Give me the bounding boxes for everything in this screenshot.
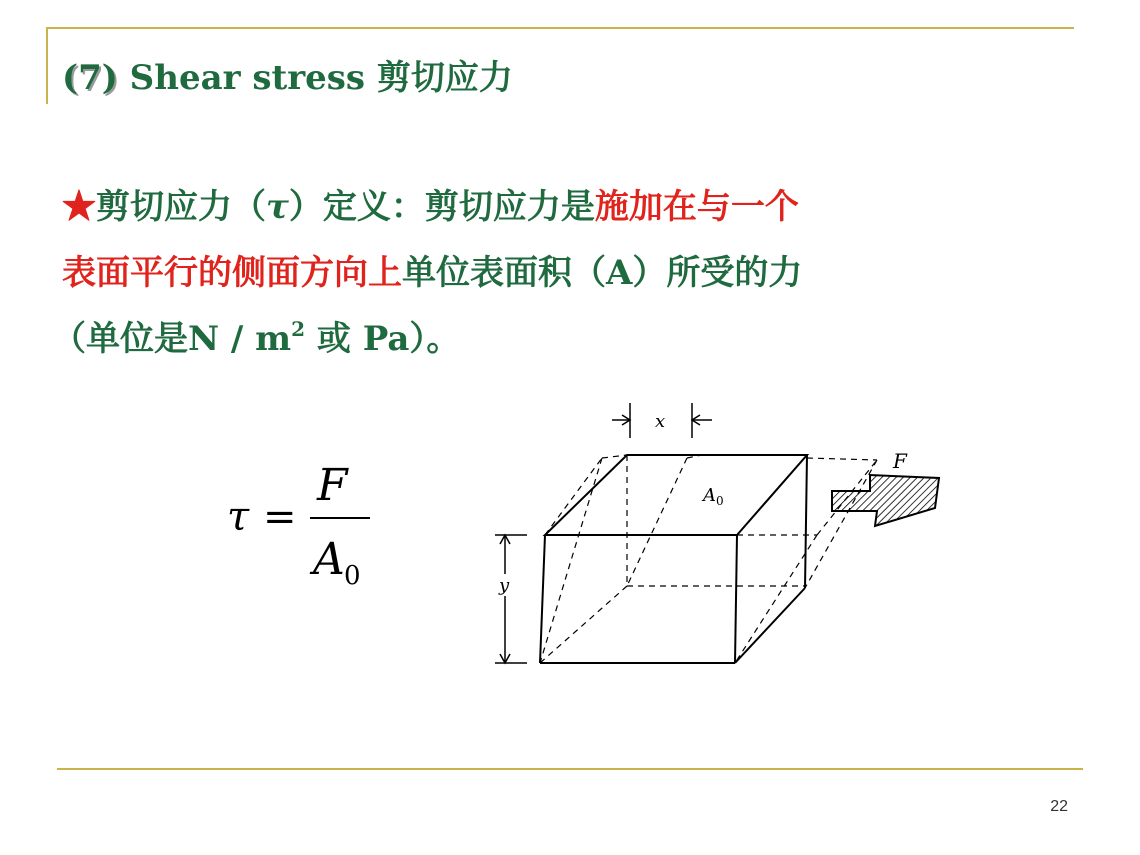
star-icon: ★ — [62, 187, 96, 227]
shear-stress-formula — [225, 450, 395, 600]
definition-paragraph — [52, 174, 1062, 372]
label-F: F — [893, 449, 907, 473]
line1-red: 施加在与一个 — [594, 187, 799, 227]
y-dimension — [495, 535, 527, 663]
title-number: (7) — [62, 58, 118, 98]
label-A-subscript: 0 — [716, 494, 724, 508]
formula-numerator: F — [317, 460, 348, 511]
unit-superscript: 2 — [291, 317, 306, 341]
force-arrow — [832, 475, 939, 526]
page-number: 22 — [1050, 798, 1068, 815]
tau-symbol: τ — [266, 187, 289, 227]
shear-block-diagram — [487, 398, 957, 678]
top-rule — [46, 27, 1074, 29]
label-A: A — [703, 485, 716, 506]
line1-green-b: ）定义：剪切应力是 — [288, 187, 595, 227]
formula-denominator: A — [313, 534, 345, 585]
line3-post: 或 Pa）。 — [305, 319, 461, 359]
formula-tau: τ — [227, 494, 250, 540]
formula-subscript: 0 — [344, 561, 361, 591]
line2-green: 单位表面积（A）所受的力 — [402, 253, 803, 293]
formula-equals: = — [263, 494, 297, 540]
bottom-rule — [57, 768, 1083, 770]
definition-line-3 — [52, 306, 1062, 372]
block-solid-edges — [540, 455, 807, 663]
line2-red: 表面平行的侧面方向上 — [62, 253, 402, 293]
label-x: x — [655, 411, 666, 432]
definition-line-2 — [62, 240, 1062, 306]
line1-green-a: 剪切应力（ — [96, 187, 266, 227]
definition-line-1 — [62, 174, 1062, 240]
slide-title — [62, 50, 513, 99]
label-y: y — [499, 575, 510, 596]
title-text: Shear stress 剪切应力 — [117, 58, 513, 98]
left-accent-rule — [46, 27, 48, 104]
line3-pre: （单位是N / m — [52, 319, 292, 359]
